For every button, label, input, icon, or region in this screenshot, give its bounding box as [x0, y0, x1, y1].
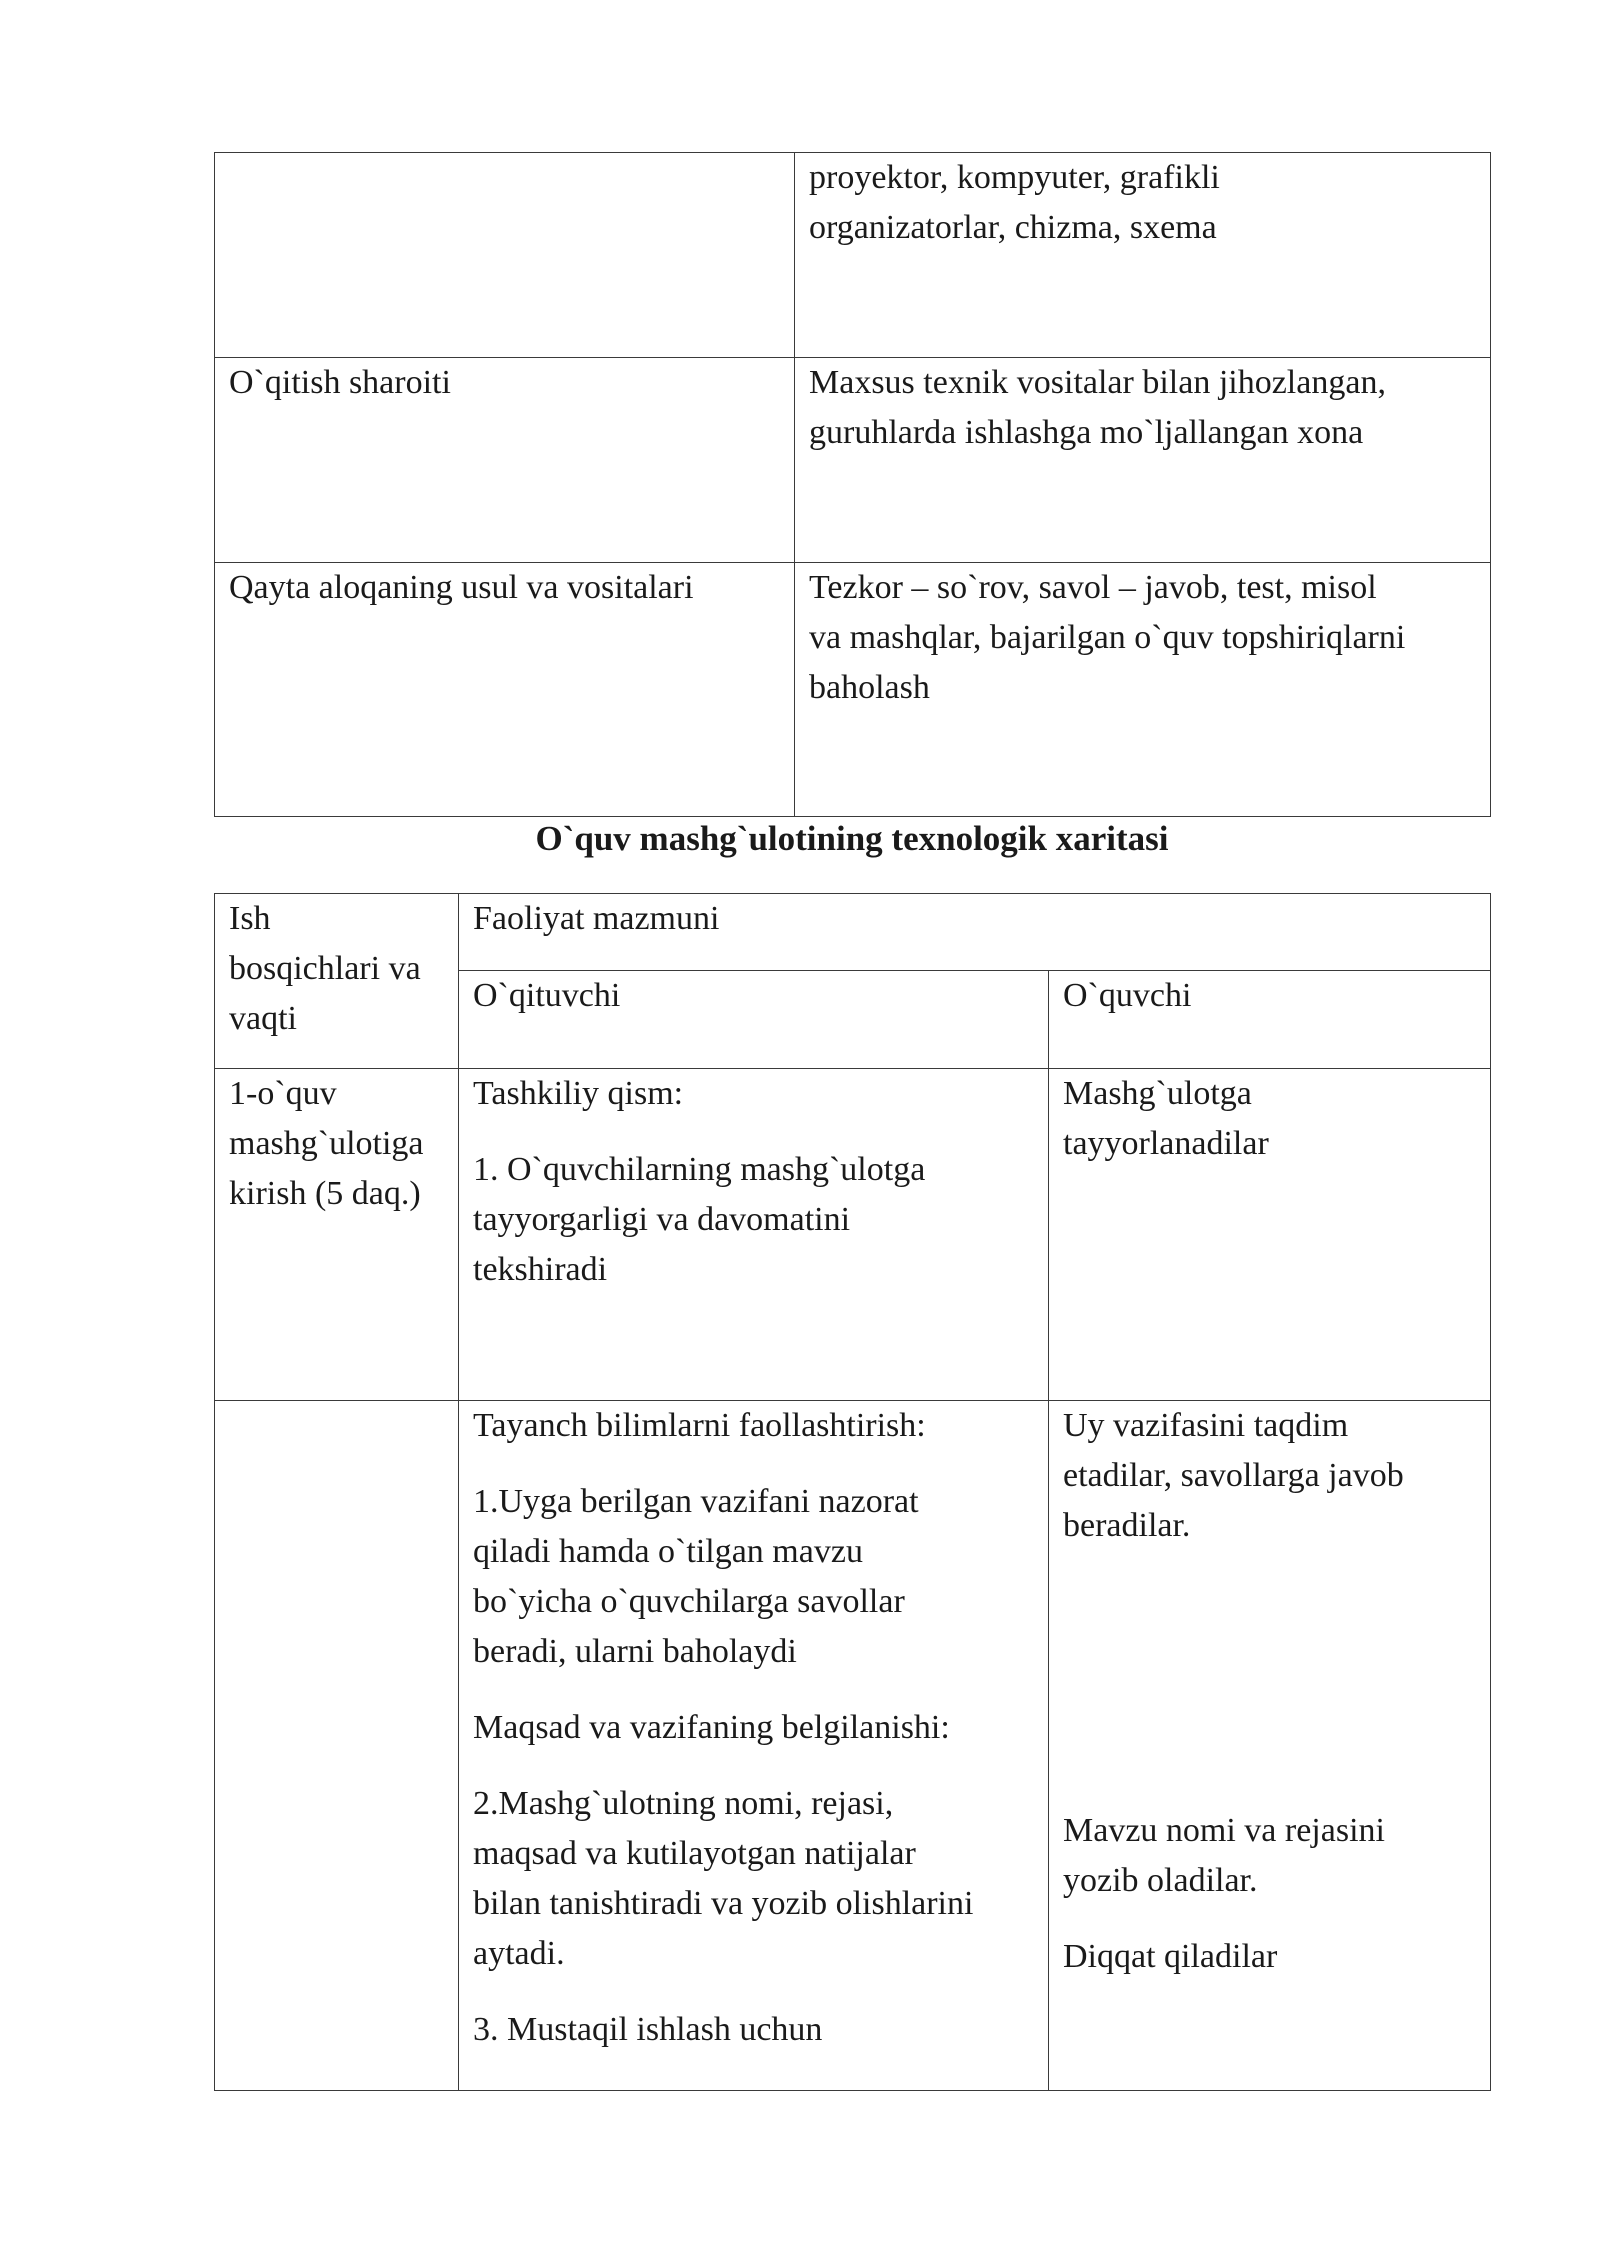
stage-header-line: Ish: [229, 900, 271, 937]
student-cell: [1049, 1401, 1491, 2091]
teacher-item-line: 2.Mashg`ulotning nomi, rejasi,: [473, 1785, 894, 1822]
teacher-title: Tashkiliy qism:: [473, 1075, 684, 1112]
table-header-row: [215, 894, 1491, 971]
info-value-cell: [795, 358, 1491, 563]
student-line: Mavzu nomi va rejasini: [1063, 1812, 1385, 1849]
student-line: yozib oladilar.: [1063, 1862, 1258, 1899]
teacher-header-cell: [459, 971, 1049, 1069]
teacher-item-line: aytadi.: [473, 1935, 565, 1972]
teacher-item-line: 1. O`quvchilarning mashg`ulotga: [473, 1151, 926, 1188]
student-header: O`quvchi: [1063, 977, 1192, 1014]
teacher-cell: [459, 1069, 1049, 1401]
student-line: beradilar.: [1063, 1507, 1191, 1544]
teacher-item-line: tayyorgarligi va davomatini: [473, 1201, 851, 1238]
stage-header-line: bosqichlari va: [229, 950, 421, 987]
info-label-cell: [215, 153, 795, 358]
teacher-subtitle: Maqsad va vazifaning belgilanishi:: [473, 1709, 950, 1746]
teacher-item-line: beradi, ularni baholaydi: [473, 1633, 797, 1670]
stage-line: kirish (5 daq.): [229, 1175, 421, 1212]
teacher-title: Tayanch bilimlarni faollashtirish:: [473, 1407, 926, 1444]
teacher-cell: [459, 1401, 1049, 2091]
info-label: O`qitish sharoiti: [229, 364, 451, 401]
table-row: [215, 1069, 1491, 1401]
student-cell: [1049, 1069, 1491, 1401]
student-line: tayyorlanadilar: [1063, 1125, 1269, 1162]
info-value-line: Tezkor – so`rov, savol – javob, test, misol: [809, 569, 1377, 606]
info-label: Qayta aloqaning usul va vositalari: [229, 569, 694, 606]
student-line: Mashg`ulotga: [1063, 1075, 1252, 1112]
info-value-line: va mashqlar, bajarilgan o`quv topshiriqlarni: [809, 619, 1406, 656]
stage-header-line: vaqti: [229, 1000, 297, 1037]
table-row: [215, 563, 1491, 817]
table-row: [215, 358, 1491, 563]
teacher-item-line: bilan tanishtiradi va yozib olishlarini: [473, 1885, 974, 1922]
info-label-cell: [215, 563, 795, 817]
activity-header-cell: [459, 894, 1491, 971]
teacher-item-line: maqsad va kutilayotgan natijalar: [473, 1835, 916, 1872]
teacher-item-line: 1.Uyga berilgan vazifani nazorat: [473, 1483, 919, 1520]
teacher-item-line: qiladi hamda o`tilgan mavzu: [473, 1533, 863, 1570]
student-line: etadilar, savollarga javob: [1063, 1457, 1404, 1494]
info-value-line: proyektor, kompyuter, grafikli: [809, 159, 1220, 196]
info-value-line: organizatorlar, chizma, sxema: [809, 209, 1217, 246]
activity-header: Faoliyat mazmuni: [473, 900, 720, 937]
stage-header-cell: [215, 894, 459, 1069]
info-value-cell: [795, 153, 1491, 358]
stage-cell: [215, 1069, 459, 1401]
table-row: [215, 153, 1491, 358]
teacher-item-line: bo`yicha o`quvchilarga savollar: [473, 1583, 905, 1620]
section-heading: O`quv mashg`ulotining texnologik xaritasi: [535, 819, 1169, 858]
table-row: [215, 1401, 1491, 2091]
student-header-cell: [1049, 971, 1491, 1069]
stage-cell: [215, 1401, 459, 2091]
stage-line: 1-o`quv: [229, 1075, 337, 1112]
info-label-cell: [215, 358, 795, 563]
info-table: [214, 152, 1491, 817]
tech-map-table: [214, 893, 1491, 2091]
stage-line: mashg`ulotiga: [229, 1125, 424, 1162]
teacher-item-line: tekshiradi: [473, 1251, 608, 1288]
info-value-line: guruhlarda ishlashga mo`ljallangan xona: [809, 414, 1364, 451]
teacher-header: O`qituvchi: [473, 977, 621, 1014]
student-line: Uy vazifasini taqdim: [1063, 1407, 1349, 1444]
student-line: Diqqat qiladilar: [1063, 1938, 1278, 1975]
info-value-line: Maxsus texnik vositalar bilan jihozlangan,: [809, 364, 1386, 401]
teacher-item-line: 3. Mustaqil ishlash uchun: [473, 2011, 823, 2048]
info-value-cell: [795, 563, 1491, 817]
info-value-line: baholash: [809, 669, 930, 706]
